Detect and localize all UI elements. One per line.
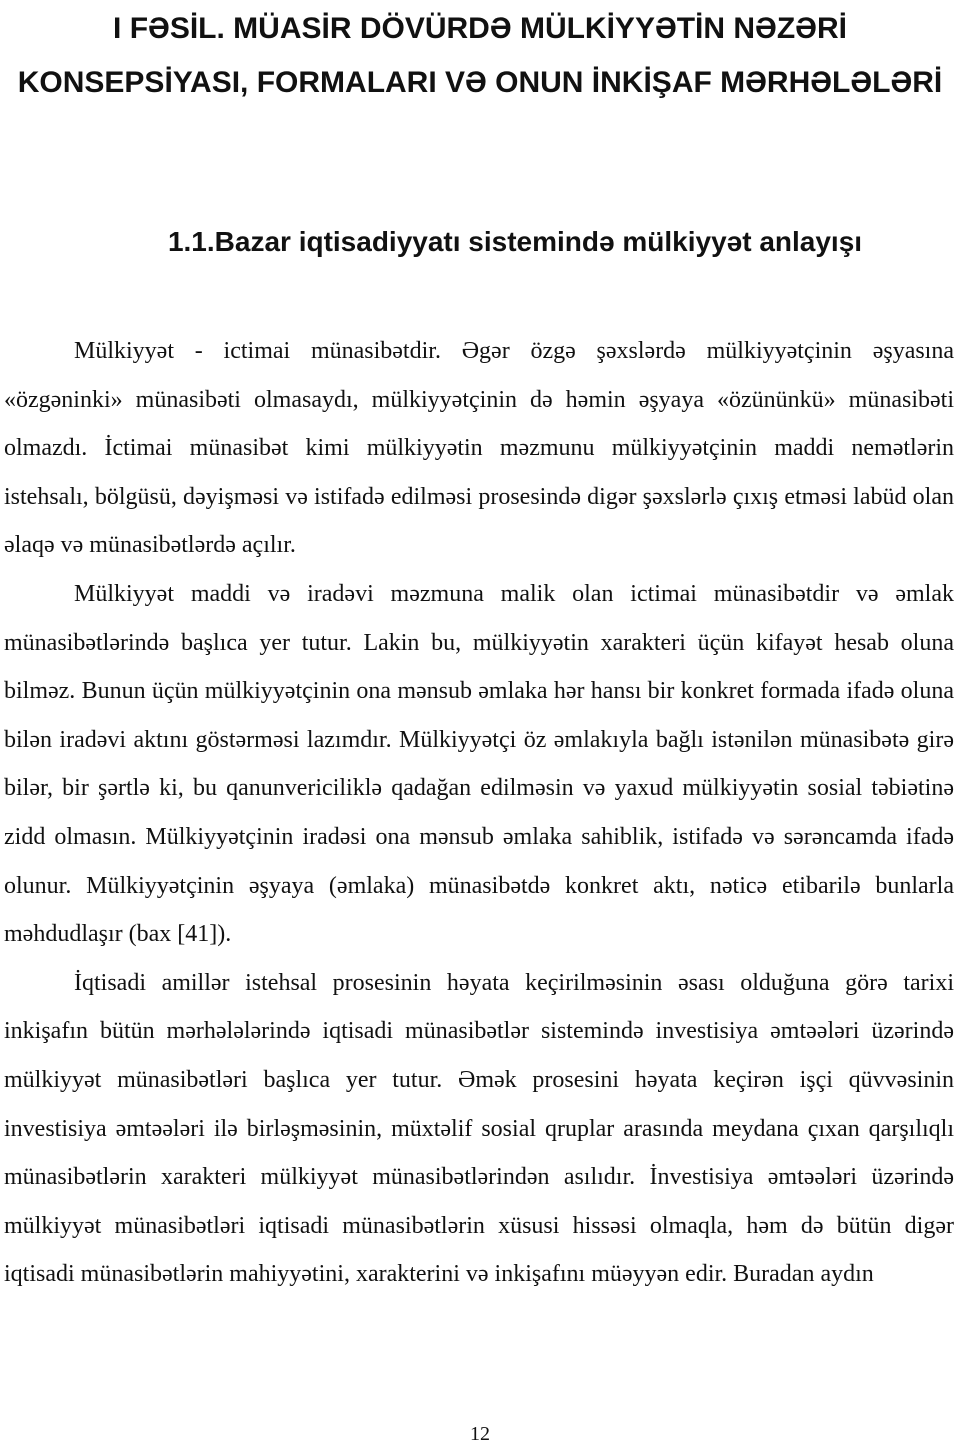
paragraph: Mülkiyyət - ictimai münasibətdir. Əgər özgə şəxslərdə mülkiyyətçinin əşyasına «özgəninki» münasibəti olmasaydı, mülkiyyətçinin də həmin əşyaya «özününkü» münasibəti olmazdı. İctimai münasibət kimi mülkiyyətin məzmunu mülkiyyətçinin maddi nemətlərin istehsalı, bölgüsü, dəyişməsi və istifadə edilməsi prosesində digər şəxslərlə çıxış etməsi labüd olan əlaqə və münasibətlərdə açılır. bbox=[4, 338, 954, 559]
chapter-title: I FƏSİL. MÜASİR DÖVÜRDƏ MÜLKİYYƏTİN NƏZƏRİ KONSEPSİYASI, FORMALARI VƏ ONUN İNKİŞAF MƏRHƏLƏLƏRİ bbox=[17, 12, 943, 99]
page-number: 12 bbox=[470, 1423, 490, 1445]
paragraph: İqtisadi amillər istehsal prosesinin həyata keçirilməsinin əsası olduğuna görə tarixi inkişafın bütün mərhələlərində iqtisadi münasibətlər sistemində investisiya əmtəələri üzərində mülkiyyət münasibətləri başlıca yer tutur. Əmək prosesini həyata keçirən işçi qüvvəsinin investisiya əmtəələri ilə birləşməsinin, müxtəlif sosial qruplar arasında meydana çıxan qarşılıqlı münasibətlərin xarakteri mülkiyyət münasibətlərindən asılıdır. İnvestisiya əmtəələri üzərində mülkiyyət münasibətləri iqtisadi münasibətlərin xüsusi hissəsi olmaqla, həm də bütün digər iqtisadi münasibətlərin mahiyyətini, xarakterini və inkişafını müəyyən edir. Buradan aydın bbox=[4, 969, 954, 1288]
paragraph: Mülkiyyət maddi və iradəvi məzmuna malik olan ictimai münasibətdir və əmlak münasibətlərində başlıca yer tutur. Lakin bu, mülkiyyətin xarakteri üçün kifayət hesab oluna bilməz. Bunun üçün mülkiyyətçinin ona mənsub əmlaka hər hansı bir konkret formada ifadə oluna bilən iradəvi aktını göstərməsi lazımdır. Mülkiyyətçi öz əmlakıyla bağlı istənilən münasibətə girə bilər, bir şərtlə ki, bu qanunvericiliklə qadağan edilməsin və yaxud mülkiyyətin sosial təbiətinə zidd olmasın. Mülkiyyətçinin iradəsi ona mənsub əmlaka sahiblik, istifadə və sərəncamda ifadə olunur. Mülkiyyətçinin əşyaya (əmlaka) münasibətdə konkret aktı, nəticə etibarilə bunlarla məhdudlaşır (bax [41]). bbox=[4, 580, 954, 948]
section-title: 1.1.Bazar iqtisadiyyatı sistemində mülkiyyət anlayışı bbox=[167, 226, 863, 257]
body-text bbox=[4, 327, 954, 1299]
